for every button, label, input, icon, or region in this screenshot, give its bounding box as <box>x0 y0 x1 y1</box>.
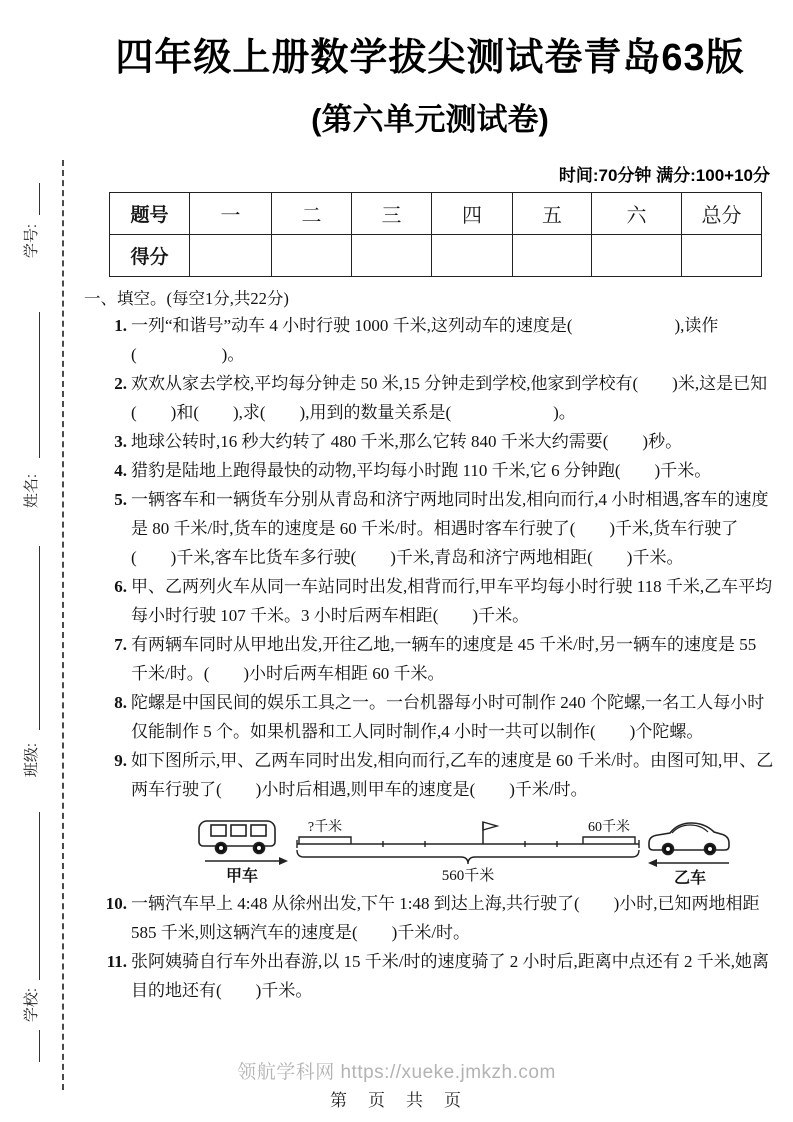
question-text: 猎豹是陆地上跑得最快的动物,平均每小时跑 110 千米,它 6 分钟跑( )千米。 <box>131 461 712 480</box>
question-number: 4. <box>114 461 127 480</box>
score-table-score-row <box>110 235 762 277</box>
question-item-7 <box>103 630 777 688</box>
score-blank-cell <box>432 235 513 277</box>
q9-distance-diagram <box>187 807 747 887</box>
score-table-cell: 题号 <box>110 193 190 235</box>
question-text: 欢欢从家去学校,平均每分钟走 50 米,15 分钟走到学校,他家到学校有( )米,这是已知( )和( ),求( ),用到的数量关系是( )。 <box>131 374 768 422</box>
page-subtitle: (第六单元测试卷) <box>311 102 549 137</box>
question-item-10 <box>103 889 777 947</box>
score-table-cell: 总分 <box>682 193 762 235</box>
question-number: 6. <box>114 577 127 596</box>
question-text: 地球公转时,16 秒大约转了 480 千米,那么它转 840 千米大约需要( )秒。 <box>131 432 683 451</box>
question-text: 张阿姨骑自行车外出春游,以 15 千米/时的速度骑了 2 小时后,距离中点还有 2 千米,她离目的地还有( )千米。 <box>131 952 769 1000</box>
score-table-cell: 五 <box>513 193 592 235</box>
total-distance-label: 560千米 <box>441 868 495 884</box>
score-table-cell: 二 <box>272 193 352 235</box>
right-vehicle-label: 乙车 <box>673 870 707 887</box>
score-blank-cell <box>592 235 682 277</box>
question-text: 如下图所示,甲、乙两车同时出发,相向而行,乙车的速度是 60 千米/时。由图可知,甲、乙两车行驶了( )小时后相遇,则甲车的速度是( )千米/时。 <box>131 751 774 799</box>
score-table-cell: 三 <box>352 193 432 235</box>
flag-icon <box>483 822 497 844</box>
question-number: 5. <box>114 490 127 509</box>
bus-icon <box>199 821 275 854</box>
left-segment-label: ?千米 <box>307 820 343 835</box>
score-table-header-row <box>110 193 762 235</box>
question-item-5 <box>103 485 777 572</box>
footer-watermark: 领航学科网 https://xueke.jmkzh.com <box>237 1062 556 1083</box>
question-item-8 <box>103 688 777 746</box>
question-text: 陀螺是中国民间的娱乐工具之一。一台机器每小时可制作 240 个陀螺,一名工人每小时仅能制作 5 个。如果机器和工人同时制作,4 小时一共可以制作( )个陀螺。 <box>131 693 765 741</box>
car-direction-arrow <box>648 859 729 867</box>
question-text: 有两辆车同时从甲地出发,开往乙地,一辆车的速度是 45 千米/时,另一辆车的速度是 55 千米/时。( )小时后两车相距 60 千米。 <box>131 635 757 683</box>
car-icon <box>649 823 729 855</box>
question-text: 一列“和谐号”动车 4 小时行驶 1000 千米,这列动车的速度是( ),读作( )。 <box>131 316 719 364</box>
question-text: 一辆客车和一辆货车分别从青岛和济宁两地同时出发,相向而行,4 小时相遇,客车的速度是 80 千米/时,货车的速度是 60 千米/时。相遇时客车行驶了( )千米,货车行驶了( )千米,客车比货车多行驶( )千米,青岛和济宁两地相距( )千米。 <box>131 490 769 567</box>
question-number: 10. <box>105 894 127 913</box>
distance-line <box>297 837 639 848</box>
footer-page-number: 第 页 共 页 <box>330 1091 463 1110</box>
bus-direction-arrow <box>205 857 288 865</box>
section-1-heading: 一、填空。(每空1分,共22分) <box>84 289 289 308</box>
score-table-cell: 四 <box>432 193 513 235</box>
question-number: 3. <box>114 432 127 451</box>
binding-dashed-line <box>62 160 64 1090</box>
left-vehicle-label: 甲车 <box>225 868 259 885</box>
question-number: 8. <box>114 693 127 712</box>
name-label: 姓名: <box>23 473 40 509</box>
exam-time-score-info: 时间:70分钟 满分:100+10分 <box>558 166 770 185</box>
question-text: 一辆汽车早上 4:48 从徐州出发,下午 1:48 到达上海,共行驶了( )小时,已知两地相距 585 千米,则这辆汽车的速度是( )千米/时。 <box>131 894 760 942</box>
question-item-11 <box>103 947 777 1005</box>
question-list <box>103 311 777 1005</box>
page-title: 四年级上册数学拔尖测试卷青岛63版 <box>115 37 745 79</box>
name-write-line <box>39 312 40 458</box>
question-item-6 <box>103 572 777 630</box>
score-row-label: 得分 <box>110 235 190 277</box>
question-number: 7. <box>114 635 127 654</box>
question-item-1 <box>103 311 777 369</box>
score-blank-cell <box>190 235 272 277</box>
question-number: 11. <box>106 952 127 971</box>
class-write-line <box>39 546 40 730</box>
question-item-3 <box>103 427 777 456</box>
right-segment-label: 60千米 <box>588 820 630 835</box>
student-id-label: 学号: <box>23 223 40 259</box>
score-blank-cell <box>682 235 762 277</box>
score-table-cell: 一 <box>190 193 272 235</box>
school-label: 学校: <box>23 987 40 1023</box>
question-item-9 <box>103 746 777 887</box>
class-label: 班级: <box>23 742 40 778</box>
score-table <box>109 192 762 277</box>
question-number: 9. <box>114 751 127 770</box>
score-blank-cell <box>352 235 432 277</box>
question-item-4 <box>103 456 777 485</box>
score-table-cell: 六 <box>592 193 682 235</box>
question-item-2 <box>103 369 777 427</box>
score-blank-cell <box>513 235 592 277</box>
school-write-line <box>39 812 40 980</box>
question-number: 1. <box>114 316 127 335</box>
question-text: 甲、乙两列火车从同一车站同时出发,相背而行,甲车平均每小时行驶 118 千米,乙车平均每小时行驶 107 千米。3 小时后两车相距( )千米。 <box>131 577 773 625</box>
question-number: 2. <box>114 374 127 393</box>
total-distance-brace <box>297 850 639 864</box>
score-blank-cell <box>272 235 352 277</box>
